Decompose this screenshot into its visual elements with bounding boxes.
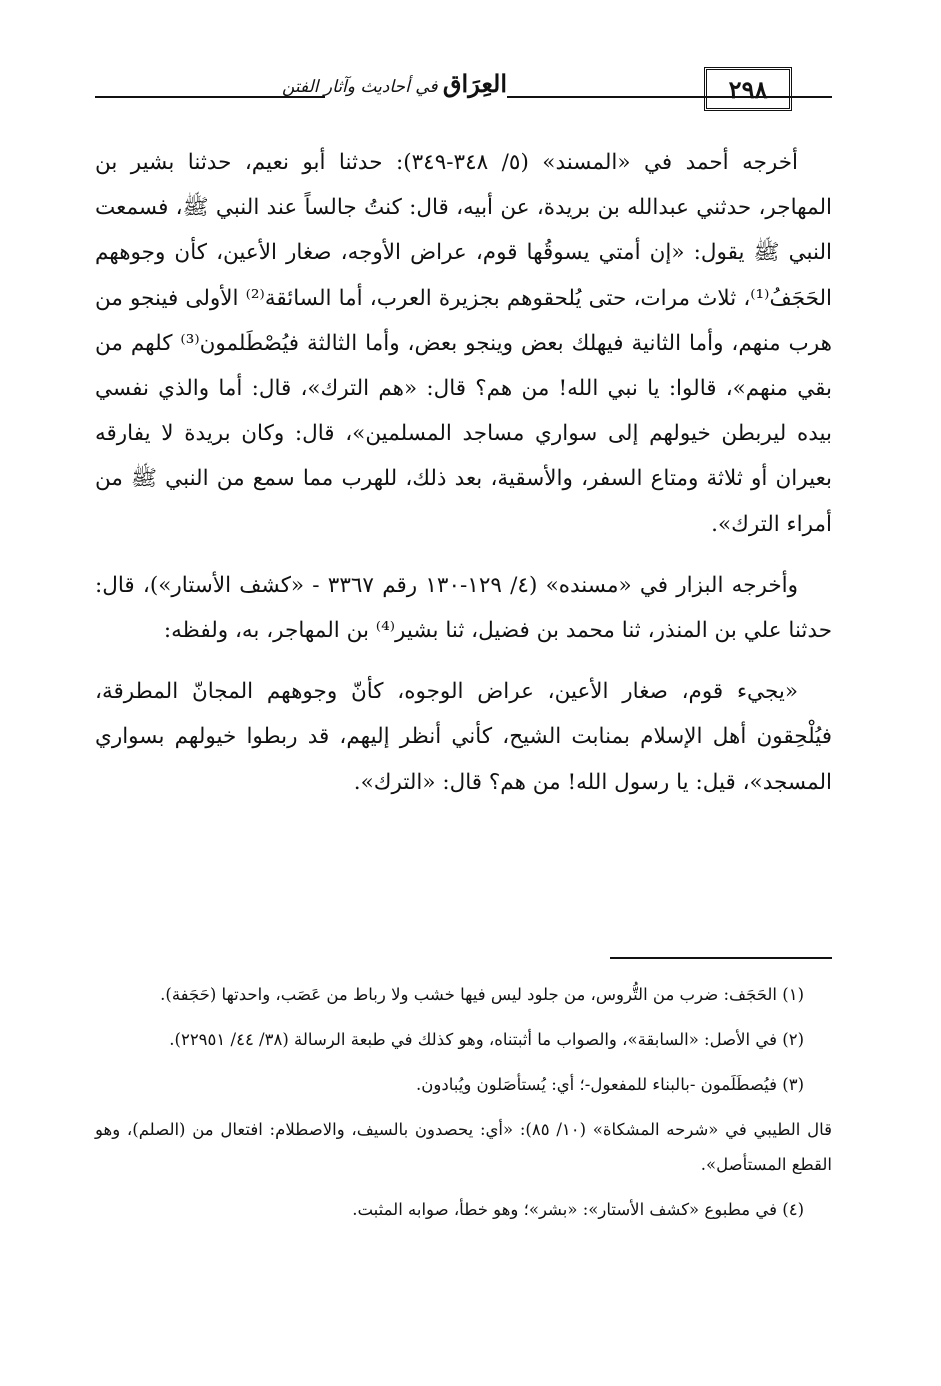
running-title xyxy=(281,69,507,98)
running-title-rest: في أحاديث وآثار الفتن xyxy=(281,77,438,97)
header-rule-right xyxy=(794,96,832,98)
page-header xyxy=(95,55,832,117)
page-number: ٢٩٨ xyxy=(704,67,792,111)
main-text xyxy=(95,140,832,821)
footnote-4: (٤) في مطبوع «كشف الأستار»: «بشر»؛ وهو خطأ، صوابه المثبت. xyxy=(352,1200,804,1219)
header-rule-left xyxy=(95,96,325,98)
footnote-3-continuation: قال الطيبي في «شرحه المشكاة» (١٠/ ٨٥): «أي: يحصدون بالسيف، والاصطلام: افتعال من (الصلم)، وهو القطع المستأصل». xyxy=(95,1120,832,1174)
footnote-1: (١) الحَجَف: ضرب من التُّروس، من جلود ليس فيها خشب ولا رباط من عَصَب، واحدتها (حَجَفة). xyxy=(160,985,804,1004)
footnote-separator xyxy=(610,957,832,959)
footnotes xyxy=(95,977,832,1237)
paragraph-2: وأخرجه البزار في «مسنده» (٤/ ١٢٩-١٣٠ رقم ٣٣٦٧ - «كشف الأستار»)، قال: حدثنا علي بن المنذر، ثنا محمد بن فضيل، ثنا بشير⁽⁴⁾ بن المهاجر، به، ولفظه: xyxy=(95,572,832,644)
running-title-main: العِرَاق xyxy=(442,69,507,98)
footnote-2: (٢) في الأصل: «السابقة»، والصواب ما أثبتناه، وهو كذلك في طبعة الرسالة (٣٨/ ٤٤/ ٢٢٩٥١). xyxy=(169,1030,804,1049)
paragraph-3: «يجيء قوم، صغار الأعين، عراض الوجوه، كأنّ وجوههم المجانّ المطرقة، فيُلْحِقون أهل الإسلام بمنابت الشيح، كأني أنظر إليهم، قد ربطوا خيولهم بسواري المسجد»، قيل: يا رسول الله! من هم؟ قال: «الترك». xyxy=(95,679,832,795)
paragraph-1: أخرجه أحمد في «المسند» (٥/ ٣٤٨-٣٤٩): حدثنا أبو نعيم، حدثنا بشير بن المهاجر، حدثني عبدالله بن بريدة، عن أبيه، قال: كنتُ جالساً عند النبي ﷺ، فسمعت النبي ﷺ يقول: «إن أمتي يسوقُها قوم، عراض الأوجه، صغار الأعين، كأن وجوههم الحَجَفُ⁽¹⁾، ثلاث مرات، حتى يُلحقوهم بجزيرة العرب، أما السائقة⁽²⁾ الأولى فينجو من هرب منهم، وأما الثانية فيهلك بعض وينجو بعض، وأما الثالثة فيُصْطَلمون⁽³⁾ كلهم من بقي منهم»، قالوا: يا نبي الله! من هم؟ قال: «هم الترك»، قال: أما والذي نفسي بيده ليربطن خيولهم إلى سواري مساجد المسلمين»، قال: وكان بريدة لا يفارقه بعيران أو ثلاثة ومتاع السفر، والأسقية، بعد ذلك، للهرب مما سمع من النبي ﷺ من أمراء الترك». xyxy=(95,150,833,537)
footnote-3: (٣) فيُصطَلَمون -بالبناء للمفعول-؛ أي: يُستأصَلون ويُبادون. xyxy=(416,1075,804,1094)
header-rule-middle xyxy=(507,96,795,98)
